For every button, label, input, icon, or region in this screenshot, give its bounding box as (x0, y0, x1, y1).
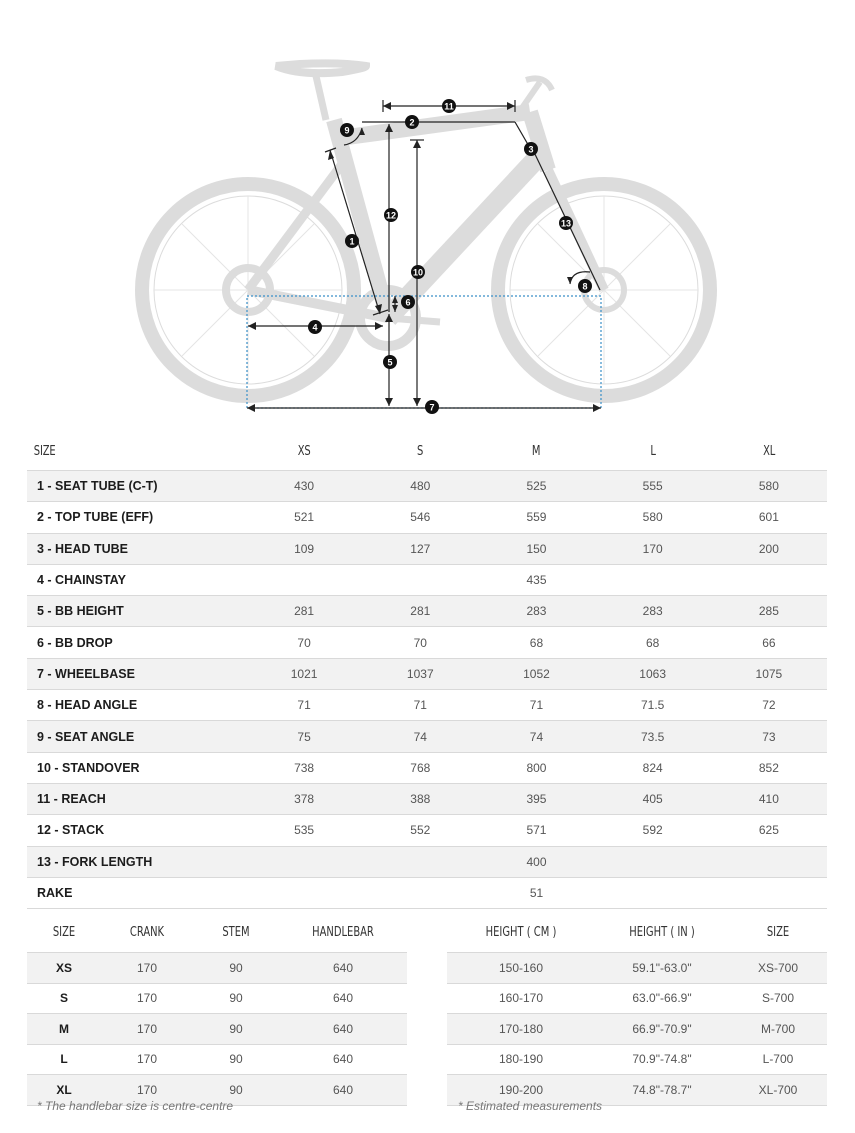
table-row (447, 983, 827, 1014)
cell: 480 (362, 471, 478, 502)
row-label: 1 - SEAT TUBE (C-T) (27, 471, 246, 502)
components-header-stem: STEM (222, 924, 250, 940)
svg-text:5: 5 (387, 357, 393, 368)
cell: 824 (595, 752, 711, 783)
reference-box (247, 296, 601, 408)
cell: M-700 (729, 1014, 827, 1045)
row-label: 12 - STACK (27, 815, 246, 846)
table-row (447, 953, 827, 984)
row-label: 2 - TOP TUBE (EFF) (27, 502, 246, 533)
marker-9 (340, 123, 354, 137)
cell: 430 (246, 471, 362, 502)
table-row (27, 658, 827, 689)
row-label: 9 - SEAT ANGLE (27, 721, 246, 752)
svg-text:9: 9 (344, 125, 350, 136)
cell: 75 (246, 721, 362, 752)
row-label: 5 - BB HEIGHT (27, 596, 246, 627)
cell: XS-700 (729, 953, 827, 984)
fit-header-row (447, 912, 827, 953)
cell: 90 (193, 1044, 279, 1075)
cell: 71.5 (595, 690, 711, 721)
cell: 72 (711, 690, 827, 721)
cell: XL-700 (729, 1075, 827, 1106)
cell: 73 (711, 721, 827, 752)
cell: 738 (246, 752, 362, 783)
svg-text:12: 12 (385, 210, 397, 221)
svg-text:4: 4 (312, 322, 318, 333)
cell: 640 (279, 953, 407, 984)
cell: 283 (595, 596, 711, 627)
svg-text:7: 7 (429, 402, 435, 413)
cell: 68 (478, 627, 594, 658)
table-row (27, 877, 827, 908)
cell: 71 (478, 690, 594, 721)
table-row (27, 721, 827, 752)
table-row (27, 953, 407, 984)
cell: 90 (193, 1014, 279, 1045)
cell: 74 (362, 721, 478, 752)
svg-text:8: 8 (582, 281, 588, 292)
cell: 640 (279, 1044, 407, 1075)
cell: 170 (101, 1075, 193, 1106)
geometry-header-size: SIZE (33, 443, 56, 459)
cell: 1063 (595, 658, 711, 689)
svg-text:1: 1 (349, 236, 355, 247)
cell: L-700 (729, 1044, 827, 1075)
table-row (27, 627, 827, 658)
cell: 170 (101, 983, 193, 1014)
cell: 74 (478, 721, 594, 752)
cell: 768 (362, 752, 478, 783)
marker-11 (442, 99, 456, 113)
cell: 70 (246, 627, 362, 658)
row-label: 8 - HEAD ANGLE (27, 690, 246, 721)
row-label: 7 - WHEELBASE (27, 658, 246, 689)
components-table (27, 912, 407, 1106)
cell: 535 (246, 815, 362, 846)
cell: 552 (362, 815, 478, 846)
cell: 59.1"-63.0" (595, 953, 729, 984)
components-header-size: SIZE (52, 924, 76, 940)
cell: 170 (101, 1044, 193, 1075)
cell: 410 (711, 783, 827, 814)
cell: 601 (711, 502, 827, 533)
cell: 90 (193, 983, 279, 1014)
components-header-handlebar: HANDLEBAR (312, 924, 374, 940)
table-row (27, 752, 827, 783)
cell: 68 (595, 627, 711, 658)
table-row (27, 983, 407, 1014)
cell: XS (27, 953, 101, 984)
cell: 852 (711, 752, 827, 783)
marker-1 (345, 234, 359, 248)
marker-4 (308, 320, 322, 334)
cell: 555 (595, 471, 711, 502)
table-row (27, 1014, 407, 1045)
cell: XL (27, 1075, 101, 1106)
cell: M (27, 1014, 101, 1045)
marker-12 (384, 208, 398, 222)
fit-header-size: SIZE (766, 924, 790, 940)
cell: 580 (595, 502, 711, 533)
row-label: 4 - CHAINSTAY (27, 564, 246, 595)
cell: 160-170 (447, 983, 595, 1014)
table-row (27, 564, 827, 595)
cell: 109 (246, 533, 362, 564)
cell: 525 (478, 471, 594, 502)
handlebar-note: * The handlebar size is centre-centre (37, 1099, 234, 1113)
cell: 625 (711, 815, 827, 846)
cell: 592 (595, 815, 711, 846)
cell: 70 (362, 627, 478, 658)
fit-table (447, 912, 827, 1106)
table-row (27, 690, 827, 721)
geometry-header-xs: XS (297, 443, 311, 459)
marker-7 (425, 400, 439, 414)
cell: 800 (478, 752, 594, 783)
svg-text:13: 13 (560, 218, 572, 229)
cell: 170 (101, 1014, 193, 1045)
cell: 405 (595, 783, 711, 814)
table-row (27, 596, 827, 627)
cell: 521 (246, 502, 362, 533)
table-row (27, 783, 827, 814)
row-label: 3 - HEAD TUBE (27, 533, 246, 564)
svg-text:2: 2 (409, 117, 415, 128)
cell: 70.9"-74.8" (595, 1044, 729, 1075)
geometry-header-l: L (649, 443, 656, 459)
svg-text:6: 6 (405, 297, 411, 308)
bike-geometry-diagram (0, 0, 855, 425)
cell: 435 (246, 564, 827, 595)
estimate-note: * Estimated measurements (458, 1099, 603, 1113)
cell: 378 (246, 783, 362, 814)
cell: 285 (711, 596, 827, 627)
table-row (27, 846, 827, 877)
cell: 640 (279, 1014, 407, 1045)
table-row (27, 815, 827, 846)
cell: 395 (478, 783, 594, 814)
cell: 1037 (362, 658, 478, 689)
cell: 71 (246, 690, 362, 721)
marker-6 (401, 295, 415, 309)
row-label: 13 - FORK LENGTH (27, 846, 246, 877)
table-row (447, 1014, 827, 1045)
cell: 283 (478, 596, 594, 627)
marker-10 (411, 265, 425, 279)
cell: 71 (362, 690, 478, 721)
geometry-header-s: S (417, 443, 424, 459)
row-label: 10 - STANDOVER (27, 752, 246, 783)
cell: 281 (246, 596, 362, 627)
geometry-header-m: M (532, 443, 541, 459)
cell: 73.5 (595, 721, 711, 752)
marker-3 (524, 142, 538, 156)
table-row (27, 502, 827, 533)
svg-text:3: 3 (528, 144, 534, 155)
cell: 571 (478, 815, 594, 846)
bike-silhouette (142, 63, 710, 396)
geometry-header-row (27, 432, 827, 471)
cell: 1075 (711, 658, 827, 689)
marker-8 (578, 279, 592, 293)
cell: 281 (362, 596, 478, 627)
row-label: RAKE (27, 877, 246, 908)
cell: 640 (279, 983, 407, 1014)
table-row (447, 1044, 827, 1075)
cell: 51 (246, 877, 827, 908)
cell: L (27, 1044, 101, 1075)
cell: S-700 (729, 983, 827, 1014)
cell: 400 (246, 846, 827, 877)
svg-text:11: 11 (444, 101, 454, 112)
geometry-header-xl: XL (762, 443, 775, 459)
marker-13 (559, 216, 573, 230)
cell: 640 (279, 1075, 407, 1106)
cell: 74.8"-78.7" (595, 1075, 729, 1106)
fit-header-height-cm: HEIGHT ( CM ) (485, 924, 557, 940)
row-label: 11 - REACH (27, 783, 246, 814)
cell: 127 (362, 533, 478, 564)
table-row (27, 471, 827, 502)
cell: 1021 (246, 658, 362, 689)
cell: 388 (362, 783, 478, 814)
cell: 559 (478, 502, 594, 533)
cell: 90 (193, 953, 279, 984)
components-header-crank: CRANK (129, 924, 165, 940)
cell: 90 (193, 1075, 279, 1106)
cell: 63.0"-66.9" (595, 983, 729, 1014)
row-label: 6 - BB DROP (27, 627, 246, 658)
cell: 200 (711, 533, 827, 564)
cell: 180-190 (447, 1044, 595, 1075)
cell: 580 (711, 471, 827, 502)
table-row (27, 1044, 407, 1075)
components-header-row (27, 912, 407, 953)
table-row (27, 533, 827, 564)
cell: 66.9"-70.9" (595, 1014, 729, 1045)
marker-2 (405, 115, 419, 129)
marker-5 (383, 355, 397, 369)
svg-text:10: 10 (412, 267, 424, 278)
fit-header-height-in: HEIGHT ( IN ) (629, 924, 695, 940)
cell: 546 (362, 502, 478, 533)
cell: 150-160 (447, 953, 595, 984)
geometry-table (27, 432, 827, 909)
cell: 190-200 (447, 1075, 595, 1106)
cell: 170 (595, 533, 711, 564)
cell: S (27, 983, 101, 1014)
cell: 170 (101, 953, 193, 984)
cell: 150 (478, 533, 594, 564)
cell: 170-180 (447, 1014, 595, 1045)
cell: 1052 (478, 658, 594, 689)
cell: 66 (711, 627, 827, 658)
